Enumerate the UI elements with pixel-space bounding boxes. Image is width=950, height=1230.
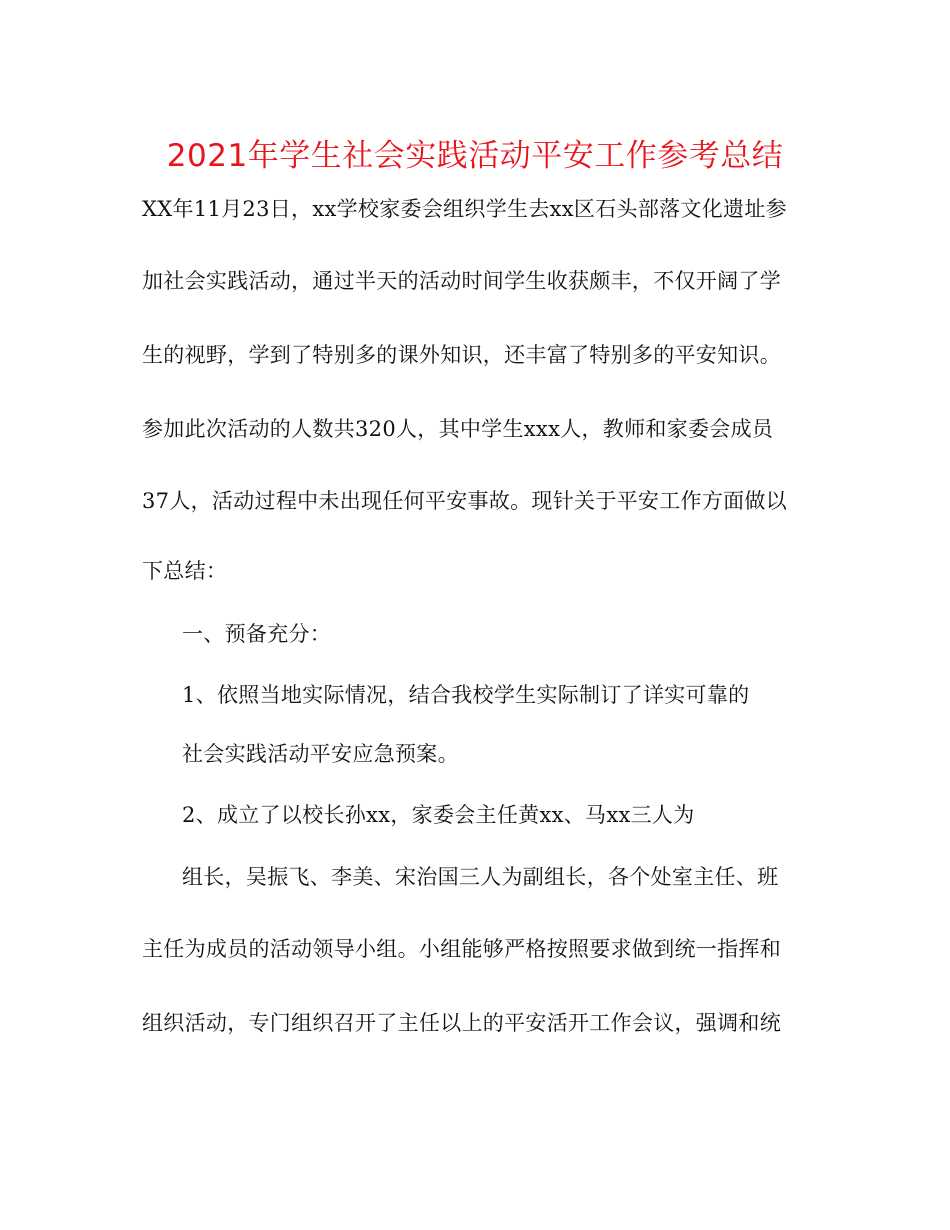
paragraph-line: 下总结： (142, 559, 228, 583)
paragraph-line: 主任为成员的活动领导小组。小组能够严格按照要求做到统一指挥和 (142, 937, 781, 961)
paragraph-line: 组织活动，专门组织召开了主任以上的平安活开工作会议，强调和统 (142, 1011, 781, 1035)
paragraph-line: 参加此次活动的人数共320人，其中学生xxx人，教师和家委会成员 (142, 417, 774, 441)
list-item-line: 2、成立了以校长孙xx，家委会主任黄xx、马xx三人为 (182, 803, 695, 827)
paragraph-line: 加社会实践活动，通过半天的活动时间学生收获颇丰，不仅开阔了学 (142, 269, 781, 293)
document-title: 2021年学生社会实践活动平安工作参考总结 (166, 138, 784, 174)
paragraph-line: 37人，活动过程中未出现任何平安事故。现针关于平安工作方面做以 (142, 489, 788, 513)
list-item-line: 组长，吴振飞、李美、宋治国三人为副组长，各个处室主任、班 (182, 865, 779, 889)
paragraph-line: XX年11月23日，xx学校家委会组织学生去xx区石头部落文化遗址参 (142, 197, 787, 221)
list-item-line: 社会实践活动平安应急预案。 (182, 742, 459, 766)
list-item-line: 1、依照当地实际情况，结合我校学生实际制订了详实可靠的 (182, 683, 750, 707)
paragraph-line: 生的视野，学到了特别多的课外知识，还丰富了特别多的平安知识。 (142, 343, 781, 367)
section-heading: 一、预备充分： (182, 622, 332, 646)
